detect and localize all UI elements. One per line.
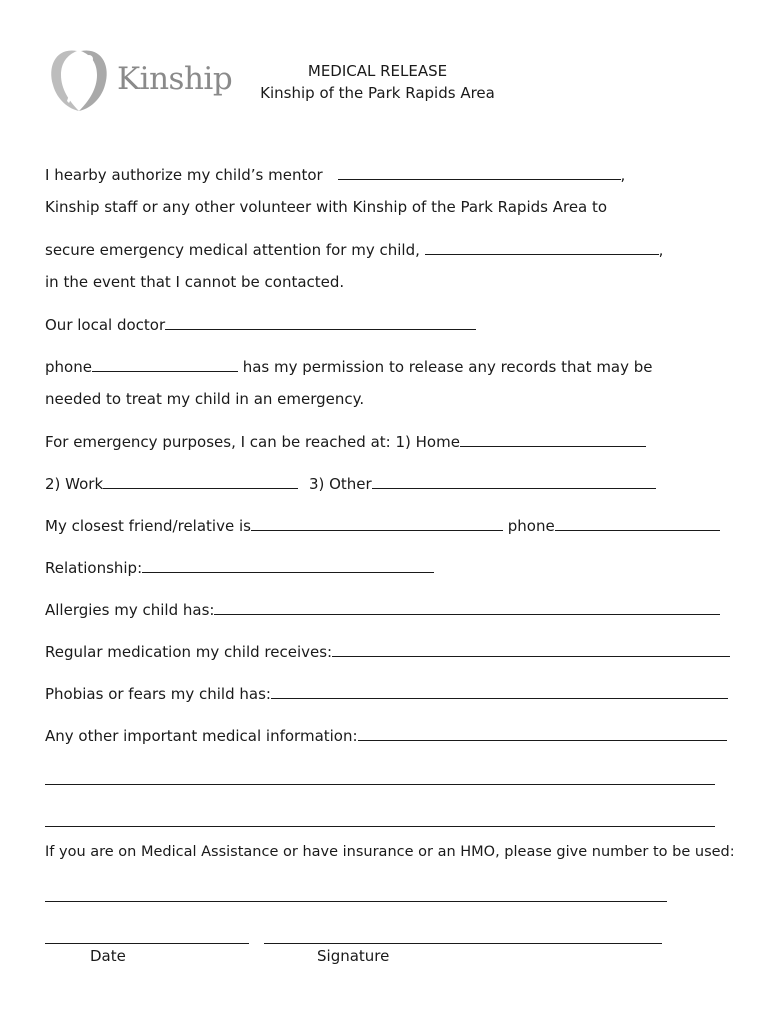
secure-label: secure emergency medical attention for my child, [45, 241, 420, 259]
relationship-label: Relationship: [45, 559, 143, 577]
other-info-label: Any other important medical information: [45, 727, 358, 745]
mentor-name-field[interactable] [338, 164, 621, 180]
friend-phone-label: phone [507, 517, 555, 535]
relationship-field[interactable] [142, 557, 434, 573]
page-subtitle: Kinship of the Park Rapids Area [260, 84, 495, 102]
phone-label: phone [45, 358, 92, 376]
child-row [45, 239, 663, 260]
phobias-field[interactable] [271, 683, 728, 699]
child-name-field[interactable] [425, 239, 659, 255]
doctor-label: Our local doctor [45, 316, 166, 334]
friend-label: My closest friend/relative is [45, 517, 251, 535]
kinship-logo [47, 45, 237, 115]
mentor-label: I hearby authorize my child’s mentor [45, 166, 323, 184]
other-phone-field[interactable] [372, 473, 656, 489]
date-field[interactable] [45, 943, 249, 944]
logo-wordmark: Kinship [117, 61, 233, 97]
mentor-row [45, 164, 625, 185]
emergency-row [45, 431, 646, 452]
allergies-field[interactable] [214, 599, 720, 615]
staff-text: Kinship staff or any other volunteer with Kinship of the Park Rapids Area to [45, 198, 608, 216]
comma: , [620, 166, 626, 184]
signature-label: Signature [317, 947, 390, 965]
other-info-line-3[interactable] [45, 826, 715, 827]
medication-row [45, 641, 730, 662]
doctor-field[interactable] [165, 314, 476, 330]
friend-name-field[interactable] [251, 515, 503, 531]
insurance-label: If you are on Medical Assistance or have insurance or an HMO, please give number to be used: [45, 844, 735, 860]
doctor-row [45, 314, 476, 335]
allergies-label: Allergies my child has: [45, 601, 215, 619]
home-phone-field[interactable] [460, 431, 646, 447]
kinship-figures-icon [47, 45, 111, 115]
allergies-row [45, 599, 720, 620]
work-phone-field[interactable] [103, 473, 298, 489]
work-label: 2) Work [45, 475, 104, 493]
event-text: in the event that I cannot be contacted. [45, 273, 345, 291]
signature-field[interactable] [264, 943, 662, 944]
relationship-row [45, 557, 434, 578]
doctor-phone-row [45, 356, 653, 377]
friend-row [45, 515, 720, 536]
doctor-phone-field[interactable] [92, 356, 238, 372]
medication-field[interactable] [332, 641, 730, 657]
permission-text: has my permission to release any records that may be [242, 358, 653, 376]
other-info-row [45, 725, 727, 746]
phobias-label: Phobias or fears my child has: [45, 685, 271, 703]
emergency-label: For emergency purposes, I can be reached at: 1) Home [45, 433, 460, 451]
other-info-field[interactable] [358, 725, 727, 741]
other-info-line-2[interactable] [45, 784, 715, 785]
work-other-row [45, 473, 656, 494]
comma: , [658, 241, 664, 259]
needed-text: needed to treat my child in an emergency. [45, 390, 365, 408]
insurance-number-field[interactable] [45, 901, 667, 902]
other-label: 3) Other [308, 475, 372, 493]
medication-label: Regular medication my child receives: [45, 643, 333, 661]
phobias-row [45, 683, 728, 704]
friend-phone-field[interactable] [555, 515, 720, 531]
page-title: MEDICAL RELEASE [307, 62, 448, 80]
date-label: Date [90, 947, 126, 965]
